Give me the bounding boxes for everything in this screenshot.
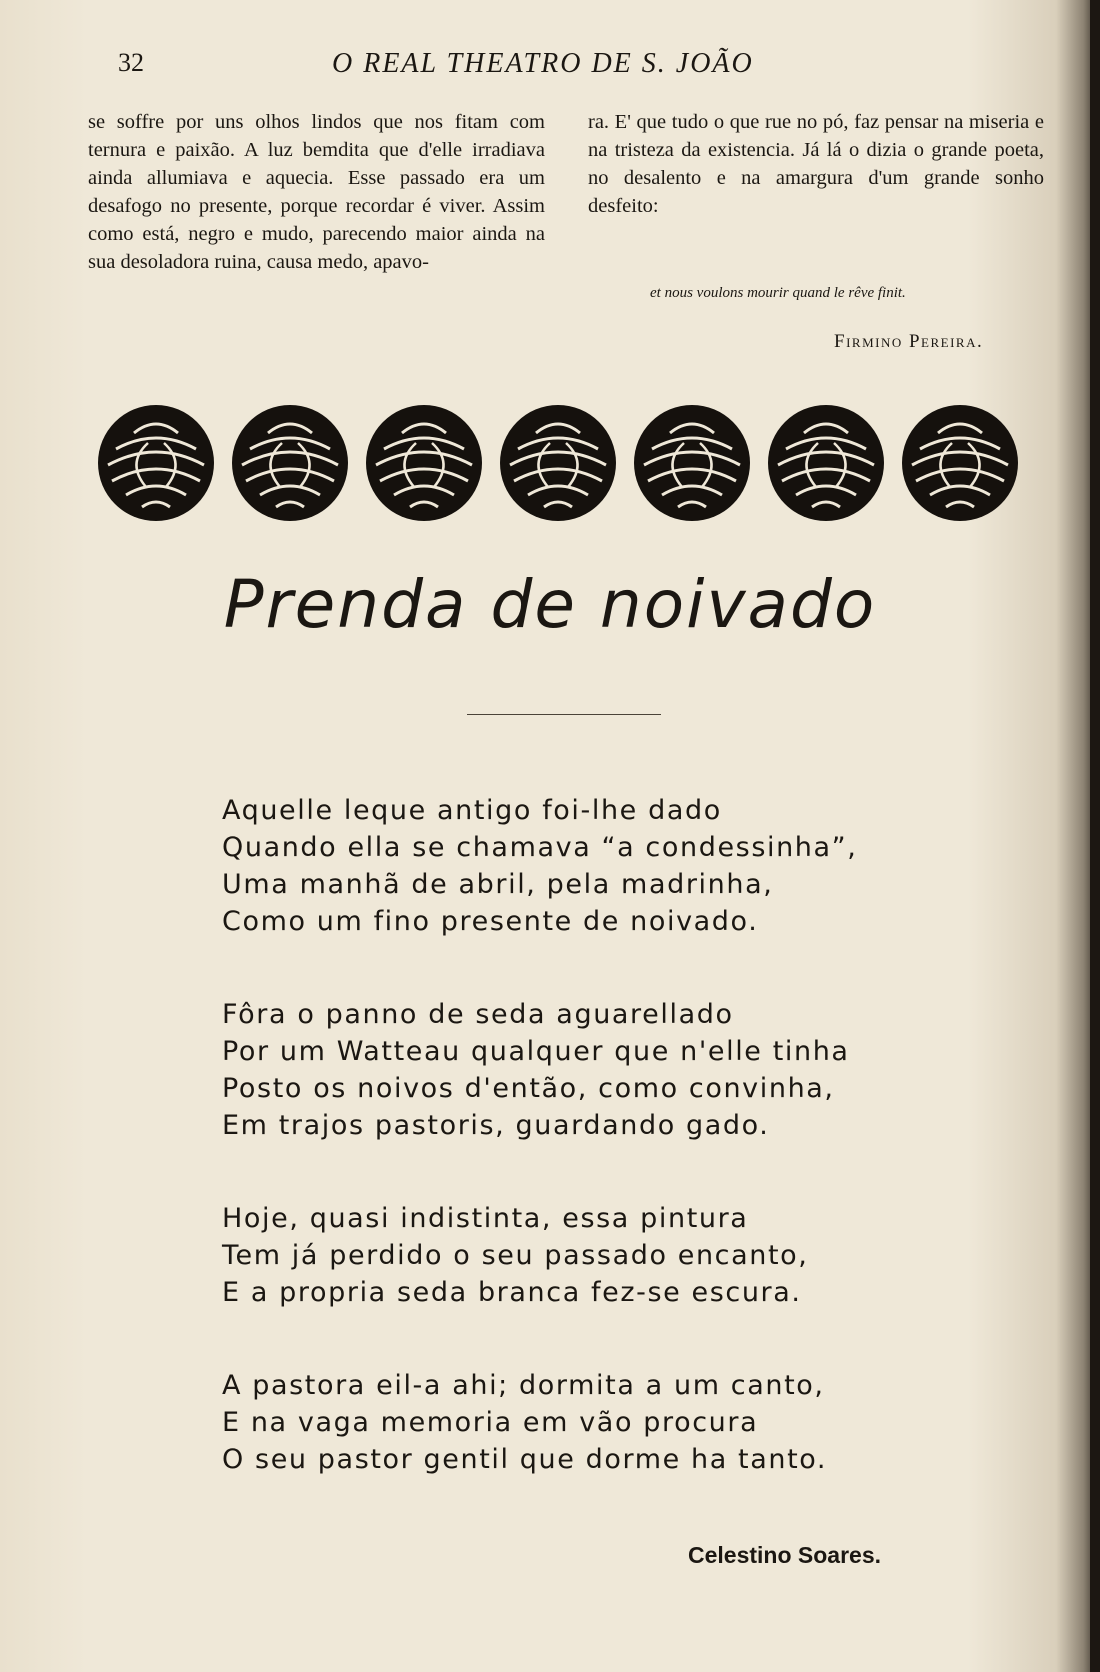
poem-line: Como um fino presente de noivado. [222,906,759,937]
poem-line: Aquelle leque antigo foi-lhe dado [222,795,722,826]
flower-medallion-icon [500,405,616,521]
poem-line: Fôra o panno de seda aguarellado [222,999,734,1030]
page-number: 32 [118,48,144,77]
running-header [118,48,858,88]
left-column-text: se soffre por uns olhos lindos que nos fitam com ternura e paixão. A luz bemdita que d'elle irradiava ainda allumiava e aquecia. Esse passado era um desafogo no presente, porque recordar é viver. Assim como está, negro e mudo, parecendo maior ainda na sua desoladora ruina, causa medo, apavo- [88,111,545,273]
poem-stanza [222,996,922,1144]
poem-stanza [222,792,922,940]
flower-medallion-icon [768,405,884,521]
poem-stanza [222,1367,922,1478]
flower-medallion-icon [98,405,214,521]
flower-medallion-icon [902,405,1018,521]
flower-ornament-row [96,400,1020,526]
right-column-text: ra. E' que tudo o que rue no pó, faz pensar na miseria e na tristeza da existencia. Já lá o dizia o grande poeta, no desalento e na amargura d'um grande sonho desfeito: [588,111,1044,217]
flower-medallion-icon [634,405,750,521]
french-quote: et nous voulons mourir quand le rêve finit. [650,285,906,301]
poem-line: O seu pastor gentil que dorme ha tanto. [222,1444,828,1475]
page-edge-shadow [1090,0,1100,1672]
article-author: Firmino Pereira. [834,331,984,352]
title-divider [467,714,661,715]
poem-body [222,792,922,1534]
poem-line: Por um Watteau qualquer que n'elle tinha [222,1036,850,1067]
poem-line: E a propria seda branca fez-se escura. [222,1277,802,1308]
poem-title: Prenda de noivado [223,566,877,643]
ornament-svg [96,400,1020,526]
poem-line: E na vaga memoria em vão procura [222,1407,759,1438]
running-title: O REAL THEATRO DE S. JOÃO [332,48,754,79]
poem-line: Uma manhã de abril, pela madrinha, [222,869,774,900]
poem-line: Em trajos pastoris, guardando gado. [222,1110,770,1141]
article-left-column [88,108,545,276]
flower-medallion-icon [232,405,348,521]
flower-medallion-icon [366,405,482,521]
poem-line: Posto os noivos d'então, como convinha, [222,1073,835,1104]
article-right-column [588,108,1044,220]
poem-line: Quando ella se chamava “a condessinha”, [222,832,858,863]
poem-author: Celestino Soares. [688,1542,882,1568]
poem-line: A pastora eil-a ahi; dormita a um canto, [222,1370,825,1401]
poem-line: Hoje, quasi indistinta, essa pintura [222,1203,749,1234]
poem-line: Tem já perdido o seu passado encanto, [222,1240,809,1271]
poem-stanza [222,1200,922,1311]
